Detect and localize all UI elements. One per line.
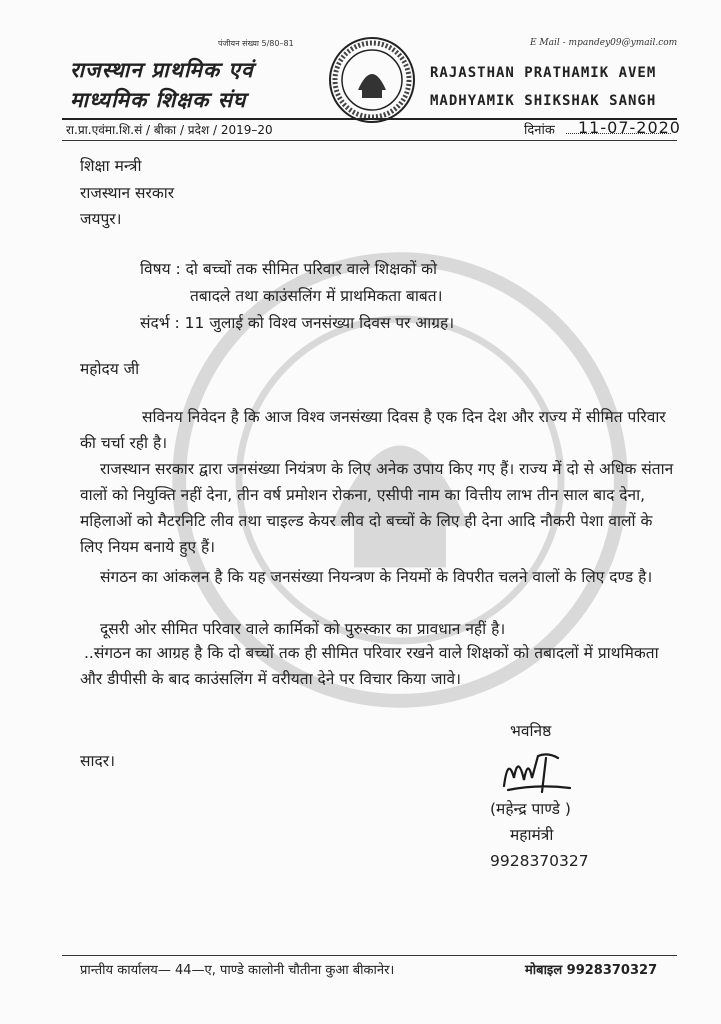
signatory-designation: महामंत्री xyxy=(510,826,554,844)
organization-seal-icon xyxy=(328,36,416,124)
closing-yours: भवनिष्ठ xyxy=(510,722,552,740)
body-paragraph-3: संगठन का आंकलन है कि यह जनसंख्या नियन्त्रण के नियमों के विपरीत चलने वालों के लिए दण्ड है। xyxy=(100,568,653,586)
subject-line1: विषय : दो बच्चों तक सीमित परिवार वाले शिक्षकों को xyxy=(140,260,438,278)
signature-icon xyxy=(498,748,578,798)
body-paragraph-2: राजस्थान सरकार द्वारा जनसंख्या नियंत्रण के लिए अनेक उपाय किए गए हैं। राज्य में दो से अधिक संतान वालों को नियुक्ति नहीं देना, तीन वर्ष प्रमोशन रोकना, एसीपी नाम का वित्तीय लाभ तीन साल बाद देना, महिलाओं को मैटरनिटि लीव तथा चाइल्ड केयर लीव दो बच्चों के लिए ही देना आदि नौकरी पेशा वालों के लिए नियम बनाये हुए हैं। xyxy=(80,460,674,556)
reference-number: रा.प्रा.एवंमा.शि.सं / बीका / प्रदेश / 2019–20 xyxy=(66,123,273,137)
body-paragraph-5: ..संगठन का आग्रह है कि दो बच्चों तक ही सीमित परिवार रखने वाले शिक्षकों को तबादलों में प्राथमिकता और डीपीसी के बाद काउंसलिंग में वरीयता देने पर विचार किया जावे। xyxy=(80,644,659,688)
closing-sadar: सादर। xyxy=(80,752,115,770)
org-name-english-line2: MADHYAMIK SHIKSHAK SANGH xyxy=(430,93,657,109)
date-value: 11-07-2020 xyxy=(578,118,681,137)
signatory-name: (महेन्द्र पाण्डे ) xyxy=(490,800,571,818)
footer-mobile: मोबाइल 9928370327 xyxy=(525,963,658,978)
subject-line2: तबादले तथा काउंसलिंग में प्राथमिकता बाबत। xyxy=(190,287,443,305)
recipient-line2: राजस्थान सरकार xyxy=(80,184,175,202)
footer-divider xyxy=(62,955,677,956)
body-paragraph-1: सविनय निवेदन है कि आज विश्व जनसंख्या दिवस है एक दिन देश और राज्य में सीमित परिवार की चर्चा रही है। xyxy=(80,408,666,452)
recipient-line3: जयपुर। xyxy=(80,210,122,228)
reference-line: संदर्भ : 11 जुलाई को विश्व जनसंख्या दिवस पर आग्रह। xyxy=(140,314,455,332)
registration-number: पंजीयन संख्या 5/80–81 xyxy=(218,39,294,48)
date-label: दिनांक xyxy=(524,123,555,138)
salutation: महोदय जी xyxy=(80,360,140,378)
recipient-line1: शिक्षा मन्त्री xyxy=(80,157,142,175)
email-address: E Mail - mpandey09@ymail.com xyxy=(530,38,678,48)
body-paragraph-4: दूसरी ओर सीमित परिवार वाले कार्मिकों को पुरुस्कार का प्रावधान नहीं है। xyxy=(100,620,506,638)
footer-address: प्रान्तीय कार्यालय— 44—ए, पाण्डे कालोनी चौतीना कुआ बीकानेर। xyxy=(80,963,395,978)
header-divider-bottom xyxy=(62,140,677,141)
org-name-english-line1: RAJASTHAN PRATHAMIK AVEM xyxy=(430,65,657,81)
org-name-hindi-line1: राजस्थान प्राथमिक एवं xyxy=(70,57,254,82)
org-name-hindi-line2: माध्यमिक शिक्षक संघ xyxy=(70,87,247,112)
signatory-phone: 9928370327 xyxy=(490,852,589,870)
